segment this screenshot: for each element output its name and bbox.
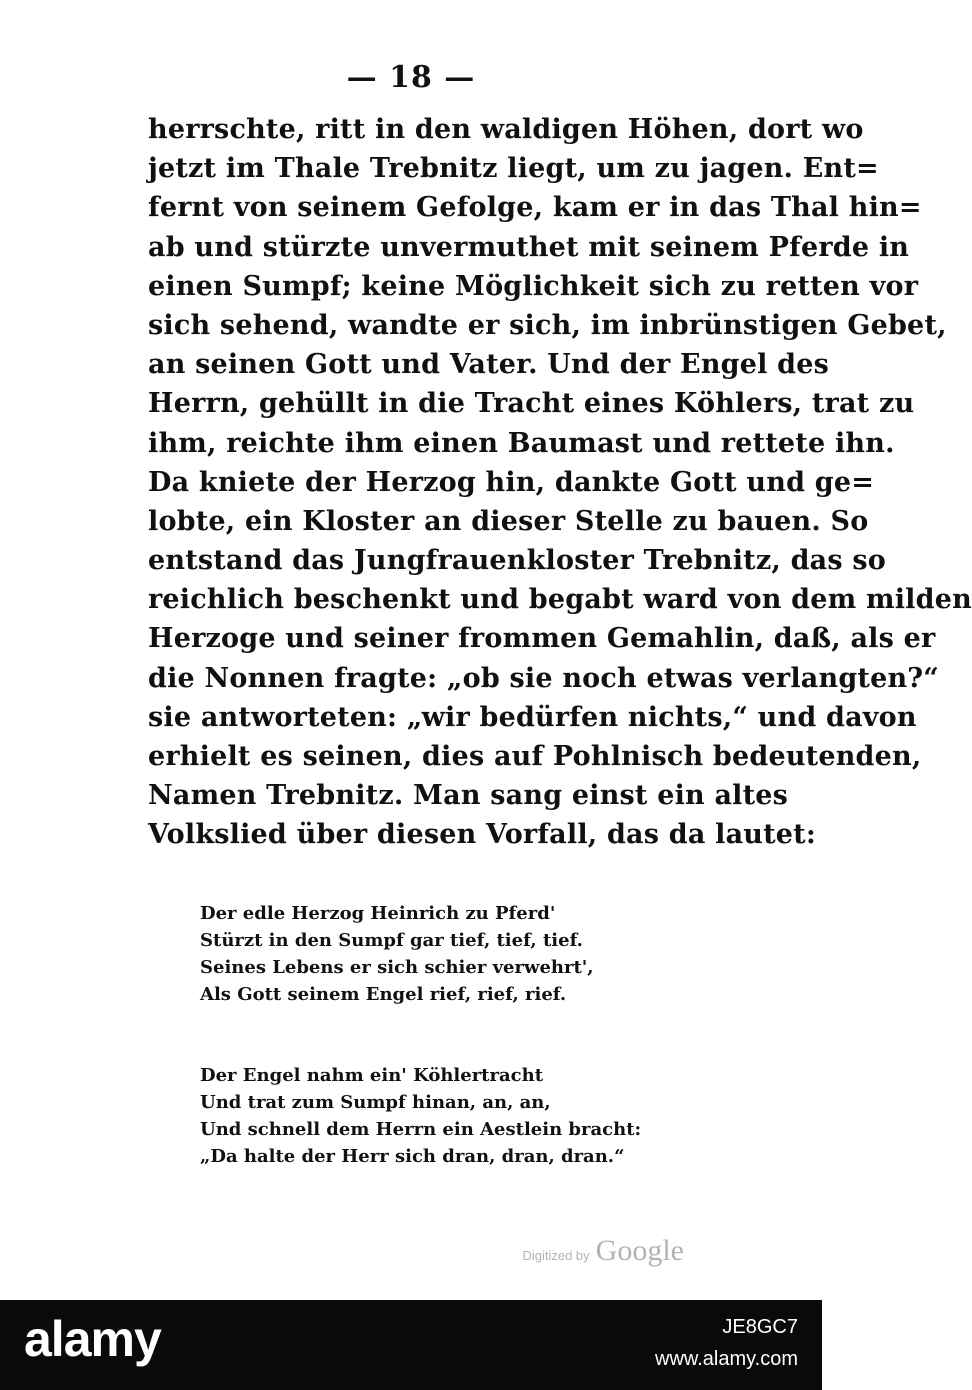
- digitized-by-label: Digitized by: [522, 1248, 590, 1263]
- verse-line: Der edle Herzog Heinrich zu Pferd': [200, 903, 556, 924]
- body-line: herrschte, ritt in den waldigen Höhen, dort wo: [148, 114, 864, 145]
- body-line: erhielt es seinen, dies auf Pohlnisch bedeutenden,: [148, 741, 922, 772]
- verse-line: Und schnell dem Herrn ein Aestlein bracht:: [200, 1119, 642, 1140]
- body-line: einen Sumpf; keine Möglichkeit sich zu retten vor: [148, 270, 919, 302]
- poem-stanza-2: [200, 1062, 640, 1170]
- body-line: Herrn, gehüllt in die Tracht eines Köhlers, trat zu: [148, 388, 915, 420]
- body-line: entstand das Jungfrauenkloster Trebnitz, das so: [148, 545, 886, 577]
- body-line: jetzt im Thale Trebnitz liegt, um zu jagen. Ent=: [148, 153, 879, 185]
- body-line: Volkslied über diesen Vorfall, das da lautet:: [148, 819, 816, 851]
- body-line: sich sehend, wandte er sich, im inbrünstigen Gebet,: [148, 309, 947, 341]
- digitized-by-google-watermark: [522, 1234, 684, 1268]
- body-line: lobte, ein Kloster an dieser Stelle zu bauen. So: [148, 505, 869, 537]
- body-line: Namen Trebnitz. Man sang einst ein altes: [148, 780, 789, 812]
- body-line: reichlich beschenkt und begabt ward von dem milden: [148, 584, 972, 616]
- verse-line: Und trat zum Sumpf hinan, an, an,: [200, 1092, 551, 1113]
- body-line: Herzoge und seiner frommen Gemahlin, daß, als er: [148, 623, 936, 655]
- verse-line: Stürzt in den Sumpf gar tief, tief, tief.: [200, 930, 583, 951]
- page-number: — 18 —: [346, 60, 476, 95]
- verse-line: Der Engel nahm ein' Köhlertracht: [200, 1065, 544, 1086]
- verse-line: Seines Lebens er sich schier verwehrt',: [200, 957, 594, 978]
- verse-line: „Da halte der Herr sich dran, dran, dran.“: [200, 1146, 625, 1167]
- body-line: fernt von seinem Gefolge, kam er in das Thal hin=: [148, 192, 922, 224]
- image-id: JE8GC7: [722, 1316, 798, 1338]
- body-line: ihm, reichte ihm einen Baumast und rettete ihn.: [148, 427, 895, 459]
- site-url[interactable]: www.alamy.com: [655, 1348, 798, 1370]
- alamy-logo: alamy: [24, 1311, 161, 1367]
- body-line: die Nonnen fragte: „ob sie noch etwas verlangten?“: [148, 662, 940, 694]
- google-logo: Google: [595, 1234, 684, 1267]
- verse-line: Als Gott seinem Engel rief, rief, rief.: [200, 984, 567, 1005]
- body-line: sie antworteten: „wir bedürfen nichts,“ und davon: [148, 701, 917, 733]
- poem-stanza-1: [200, 900, 640, 1008]
- body-text: [148, 110, 972, 855]
- body-line: Da kniete der Herzog hin, dankte Gott und ge=: [148, 466, 875, 498]
- body-line: an seinen Gott und Vater. Und der Engel des: [148, 349, 830, 381]
- alamy-footer-bar: [0, 1300, 822, 1390]
- body-line: ab und stürzte unvermuthet mit seinem Pferde in: [148, 231, 910, 263]
